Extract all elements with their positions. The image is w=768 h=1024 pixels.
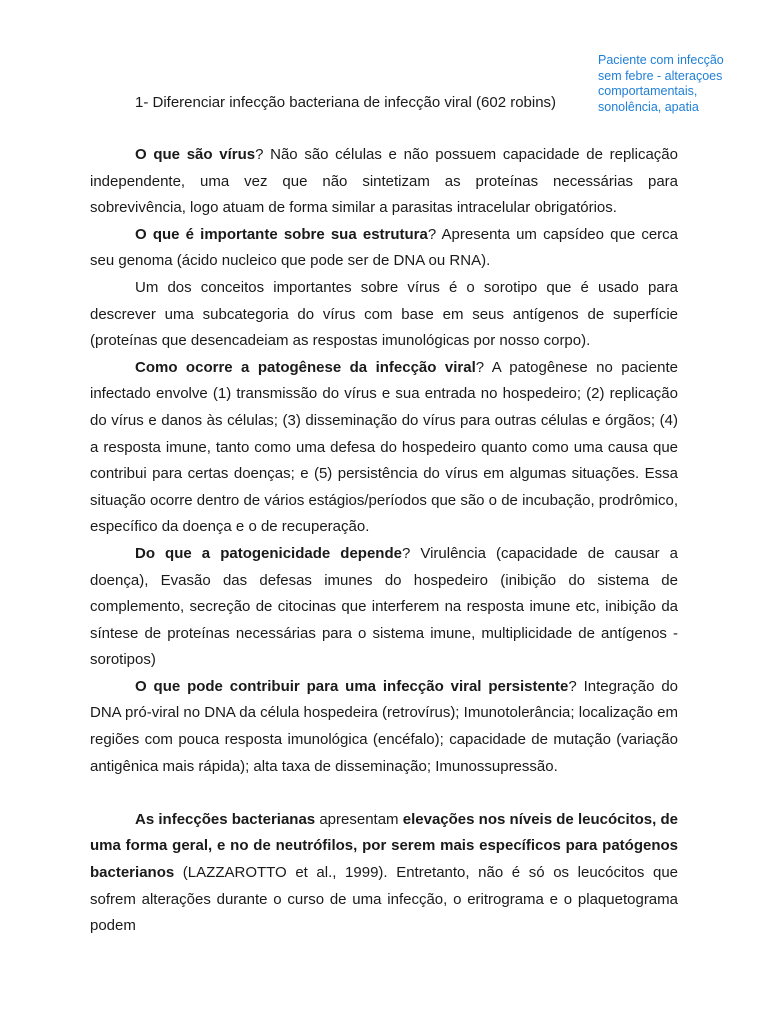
paragraph-persistent-infection: [90, 674, 678, 780]
paragraph-text: Um dos conceitos importantes sobre vírus é o sorotipo que é usado para descrever uma subcategoria do vírus com base em seus antígenos de superfície (proteínas que desencadeiam as respostas imunológicas por nosso corpo).: [90, 278, 678, 350]
question-text: O que é importante sobre sua estrutura: [135, 225, 428, 243]
plain-text: (LAZZAROTTO et al., 1999). Entretanto, não é só os leucócitos que sofrem alterações durante o curso de uma infecção, o eritrograma e o plaquetograma podem: [90, 864, 678, 935]
margin-comment: [598, 53, 758, 115]
paragraph-pathogenicity: [90, 541, 678, 674]
answer-text: ? Virulência (capacidade de causar a doença), Evasão das defesas imunes do hospedeiro (inibição do sistema de complemento, secreção de citocinas que interferem na resposta imune etc, inibição da síntese de proteínas necessárias para o sistema imune, multiplicidade de antígenos - sorotipos): [90, 544, 678, 669]
answer-text: ? Integração do DNA pró-viral no DNA da célula hospedeira (retrovírus); Imunotolerância; localização em regiões com pouca resposta imunológica (encéfalo); capacidade de mutação (variação antigênica mais rápida); alta taxa de disseminação; Imunossupressão.: [90, 677, 678, 775]
question-text: Do que a patogenicidade depende: [135, 544, 402, 562]
paragraph-structure: [90, 222, 678, 275]
margin-comment-line: sem febre - alteraçoes: [598, 68, 723, 83]
margin-comment-line: Paciente com infecção: [598, 53, 724, 67]
question-text: Como ocorre a patogênese da infecção viral: [135, 358, 476, 376]
question-text: O que são vírus: [135, 146, 256, 163]
plain-text: apresentam: [315, 810, 403, 828]
answer-text: ? A patogênese no paciente infectado envolve (1) transmissão do vírus e sua entrada no hospedeiro; (2) replicação do vírus e danos às células; (3) disseminação do vírus para outras células e órgãos; (4) a resposta imune, tanto como uma defesa do hospedeiro quanto como uma causa que contribui para certas doenças; e (5) persistência do vírus em algumas situações. Essa situação ocorre dentro de vários estágios/períodos que são o de incubação, prodrômico, específico da doença e o de recuperação.: [90, 358, 678, 536]
document-title: 1- Diferenciar infecção bacteriana de infecção viral (602 robins): [135, 94, 557, 111]
margin-comment-line: comportamentais,: [598, 84, 698, 98]
margin-comment-line: sonolência, apatia: [598, 99, 699, 114]
bold-text: elevações nos níveis de leucócitos, de uma forma geral, e no de neutrófilos, por serem mais específicos para patógenos bacterianos: [90, 810, 678, 882]
paragraph-pathogenesis: [90, 355, 678, 541]
answer-text: ? Não são células e não possuem capacidade de replicação independente, uma vez que não sintetizam as proteínas necessárias para sobrevivência, logo atuam de forma similar a parasitas intracelular obrigatórios.: [90, 146, 678, 217]
paragraph-bacterial-infections: [90, 807, 678, 940]
question-text: O que pode contribuir para uma infecção viral persistente: [135, 677, 569, 695]
answer-text: ? Apresenta um capsídeo que cerca seu genoma (ácido nucleico que pode ser de DNA ou RNA).: [90, 225, 679, 270]
paragraph-serotype: [90, 275, 678, 355]
paragraph-what-are-viruses: [90, 142, 678, 222]
bold-text: As infecções bacterianas: [135, 810, 316, 828]
document-body: [90, 142, 678, 940]
